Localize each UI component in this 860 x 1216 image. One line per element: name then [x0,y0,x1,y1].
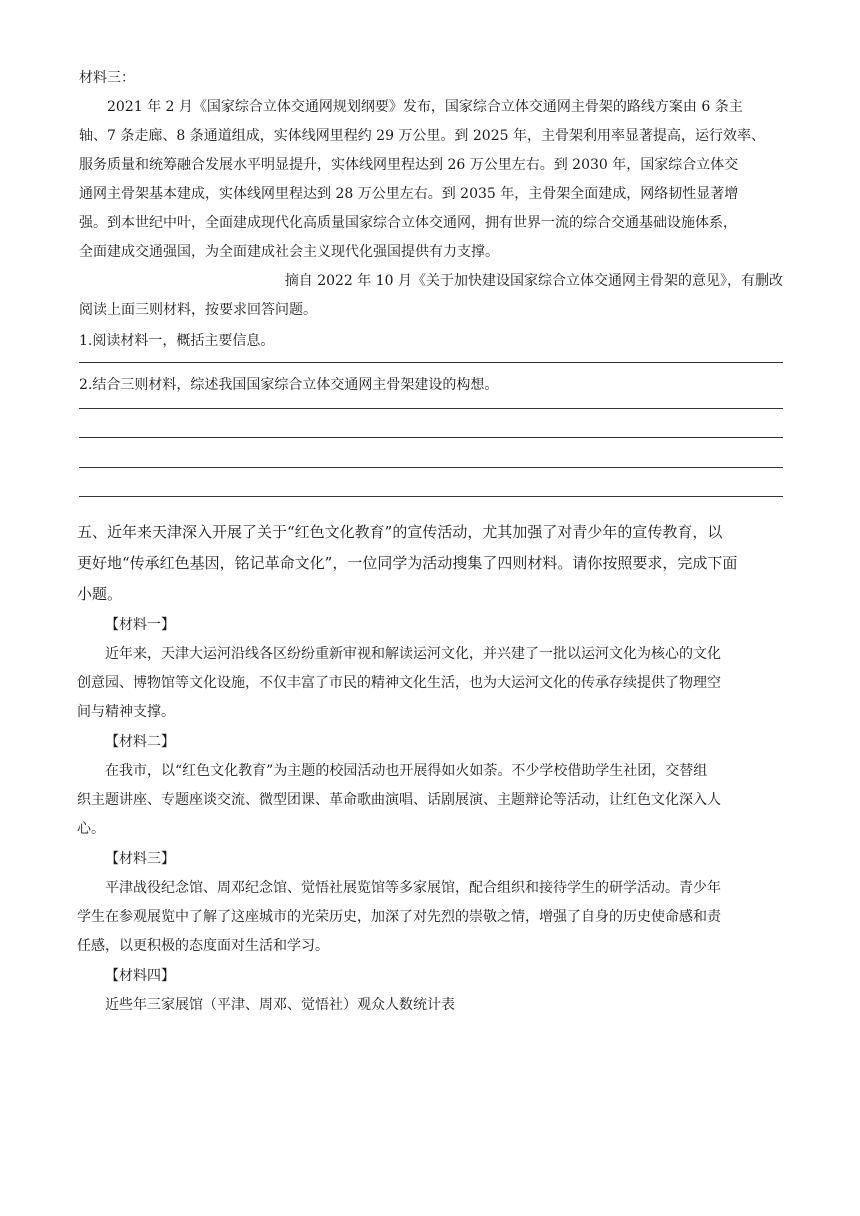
material-two-label: 【材料二】 [105,734,175,750]
material-four-label: 【材料四】 [105,968,175,984]
material-two-text-line: 心。 [77,821,105,837]
answer-line[interactable] [79,408,783,409]
answer-line[interactable] [79,496,783,497]
material-one-label: 【材料一】 [105,617,175,633]
material-two-text-line: 在我市，以“红色文化教育”为主题的校园活动也开展得如火如荼。不少学校借助学生社团，交替组 [105,763,708,779]
answer-line[interactable] [79,437,783,438]
material-three-part-text-line: 平津战役纪念馆、周邓纪念馆、觉悟社展览馆等多家展馆，配合组织和接待学生的研学活动。青少年 [105,880,721,896]
material-three-part-text-line: 学生在参观展览中了解了这座城市的光荣历史，加深了对先烈的崇敬之情，增强了自身的历史使命感和责 [77,909,721,925]
answer-line[interactable] [79,362,783,363]
material-three-heading: 材料三： [79,70,135,86]
document-page [79,64,783,1020]
material-one-text-line: 间与精神支撑。 [77,704,175,720]
question-2: 2.结合三则材料，综述我国国家综合立体交通网主骨架建设的构想。 [79,377,499,393]
section-five-prompt-line: 五、近年来天津深入开展了关于“红色文化教育”的宣传活动，尤其加强了对青少年的宣传教育，以 [77,523,723,541]
material-three-source: 摘自 2022 年 10 月《关于加快建设国家综合立体交通网主骨架的意见》，有删改 [284,273,783,289]
section-five [77,517,783,1020]
material-two-text-line: 织主题讲座、专题座谈交流、微型团课、革命歌曲演唱、话剧展演、主题辩论等活动，让红色文化深入人 [77,792,721,808]
section-five-prompt-line: 更好地“传承红色基因，铭记革命文化”，一位同学为活动搜集了四则材料。请你按照要求，完成下面 [77,554,738,572]
section-five-prompt-line: 小题。 [77,585,123,603]
material-one-text-line: 近年来，天津大运河沿线各区纷纷重新审视和解读运河文化，并兴建了一批以运河文化为核心的文化 [105,646,721,662]
answer-line[interactable] [79,467,783,468]
material-three-text-line: 2021 年 2 月《国家综合立体交通网规划纲要》发布，国家综合立体交通网主骨架的路线方案由 6 条主 [107,99,743,115]
question-1: 1.阅读材料一，概括主要信息。 [79,333,275,349]
material-three-text-line: 服务质量和统筹融合发展水平明显提升，实体线网里程达到 26 万公里左右。到 2030 年，国家综合立体交 [79,157,739,173]
material-three-text-line: 轴、7 条走廊、8 条通道组成，实体线网里程约 29 万公里。到 2025 年，主骨架利用率显著提高，运行效率、 [79,128,765,144]
material-three-text-line: 强。到本世纪中叶，全面建成现代化高质量国家综合立体交通网，拥有世界一流的综合交通基础设施体系， [79,215,737,231]
material-four-table-caption: 近些年三家展馆（平津、周邓、觉悟社）观众人数统计表 [105,997,455,1013]
material-three-label: 【材料三】 [105,851,175,867]
material-three-part-text-line: 任感，以更积极的态度面对生活和学习。 [77,938,329,954]
material-one-text-line: 创意园、博物馆等文化设施，不仅丰富了市民的精神文化生活，也为大运河文化的传承存续提供了物理空 [77,675,721,691]
material-three-text-line: 通网主骨架基本建成，实体线网里程达到 28 万公里左右。到 2035 年，主骨架全面建成，网络韧性显著增 [79,186,739,202]
reading-instructions: 阅读上面三则材料，按要求回答问题。 [79,302,317,318]
material-three-text-line: 全面建成交通强国，为全面建成社会主义现代化强国提供有力支撑。 [79,244,499,260]
